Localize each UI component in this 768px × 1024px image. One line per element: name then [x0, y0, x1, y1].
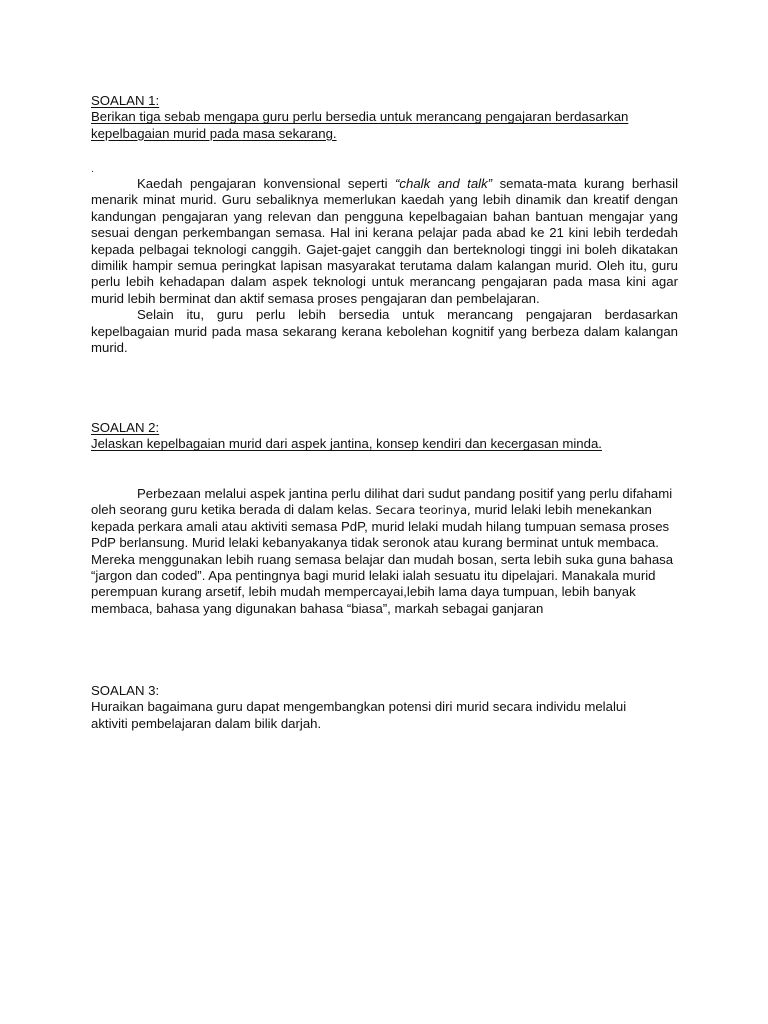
answer-1-paragraph-1 [91, 176, 678, 307]
answer-1-text-b: semata-mata kurang berhasil menarik minat murid. Guru sebaliknya memerlukan kaedah yang lebih dinamik dan kreatif dengan kandungan pengajaran yang relevan dan pengguna kepelbagaian bahan bantuan mengajar yang sesuai dengan perkembangan semasa. Hal ini kerana pelajar pada abad ke 21 kini lebih terdedah kepada pelbagai teknologi canggih. Gajet-gajet canggih dan berteknologi tinggi ini boleh dikatakan dimilik hampir semua peringkat lapisan masyarakat terutama dalam kalangan murid. Oleh itu, guru perlu lebih kehadapan dalam aspek teknologi untuk merancang pengajaran pada masa kini agar murid lebih berminat dan aktif semasa proses pengajaran dan pembelajaran. [91, 176, 679, 306]
question-1-text: Berikan tiga sebab mengapa guru perlu bersedia untuk merancang pengajaran berdasarkan kepelbagaian murid pada masa sekarang. [91, 109, 629, 141]
question-2-answer [91, 486, 678, 617]
question-2-text: Jelaskan kepelbagaian murid dari aspek jantina, konsep kendiri dan kecergasan minda. [91, 436, 602, 452]
question-3-text: Huraikan bagaimana guru dapat mengembangkan potensi diri murid secara individu melalui aktiviti pembelajaran dalam bilik darjah. [91, 699, 627, 731]
question-3-heading: SOALAN 3: [91, 683, 160, 698]
answer-2-small-text: Secara teorinya, [375, 503, 471, 518]
answer-2-text-b: murid lelaki lebih menekankan kepada perkara amali atau aktiviti semasa PdP, murid lelaki mudah hilang tumpuan semasa proses PdP berlansung. Murid lelaki kebanyakanya tidak seronok atau kurang berminat untuk membaca. Mereka menggunakan lebih ruang semasa belajar dan mudah bosan, serta lebih suka guna bahasa “jargon dan coded”. Apa pentingnya bagi murid lelaki ialah sesuatu itu dipelajari. Manakala murid perempuan kurang arsetif, lebih mudah mempercayai,lebih lama daya tumpuan, lebih banyak membaca, bahasa yang digunakan bahasa “biasa”, markah sebagai ganjaran [91, 502, 674, 616]
question-1-section [91, 93, 678, 142]
question-1-heading: SOALAN 1: [91, 93, 160, 108]
answer-2-paragraph [91, 486, 678, 617]
question-2-section [91, 420, 678, 453]
question-2-heading: SOALAN 2: [91, 420, 160, 435]
answer-1-italic-term: “chalk and talk” [395, 176, 493, 191]
answer-1-paragraph-2: Selain itu, guru perlu lebih bersedia untuk merancang pengajaran berdasarkan kepelbagaian murid pada masa sekarang kerana kebolehan kognitif yang berbeza dalam kalangan murid. [91, 307, 678, 356]
bullet-marker: . [91, 164, 94, 175]
answer-1-text-a: Kaedah pengajaran konvensional seperti [137, 176, 395, 191]
question-3-section [91, 683, 678, 732]
question-1-answer [91, 176, 678, 356]
answer-2-text-a: Perbezaan melalui aspek jantina perlu dilihat dari sudut pandang positif yang perlu difahami oleh seorang guru ketika berada di dalam kelas. [91, 486, 673, 518]
